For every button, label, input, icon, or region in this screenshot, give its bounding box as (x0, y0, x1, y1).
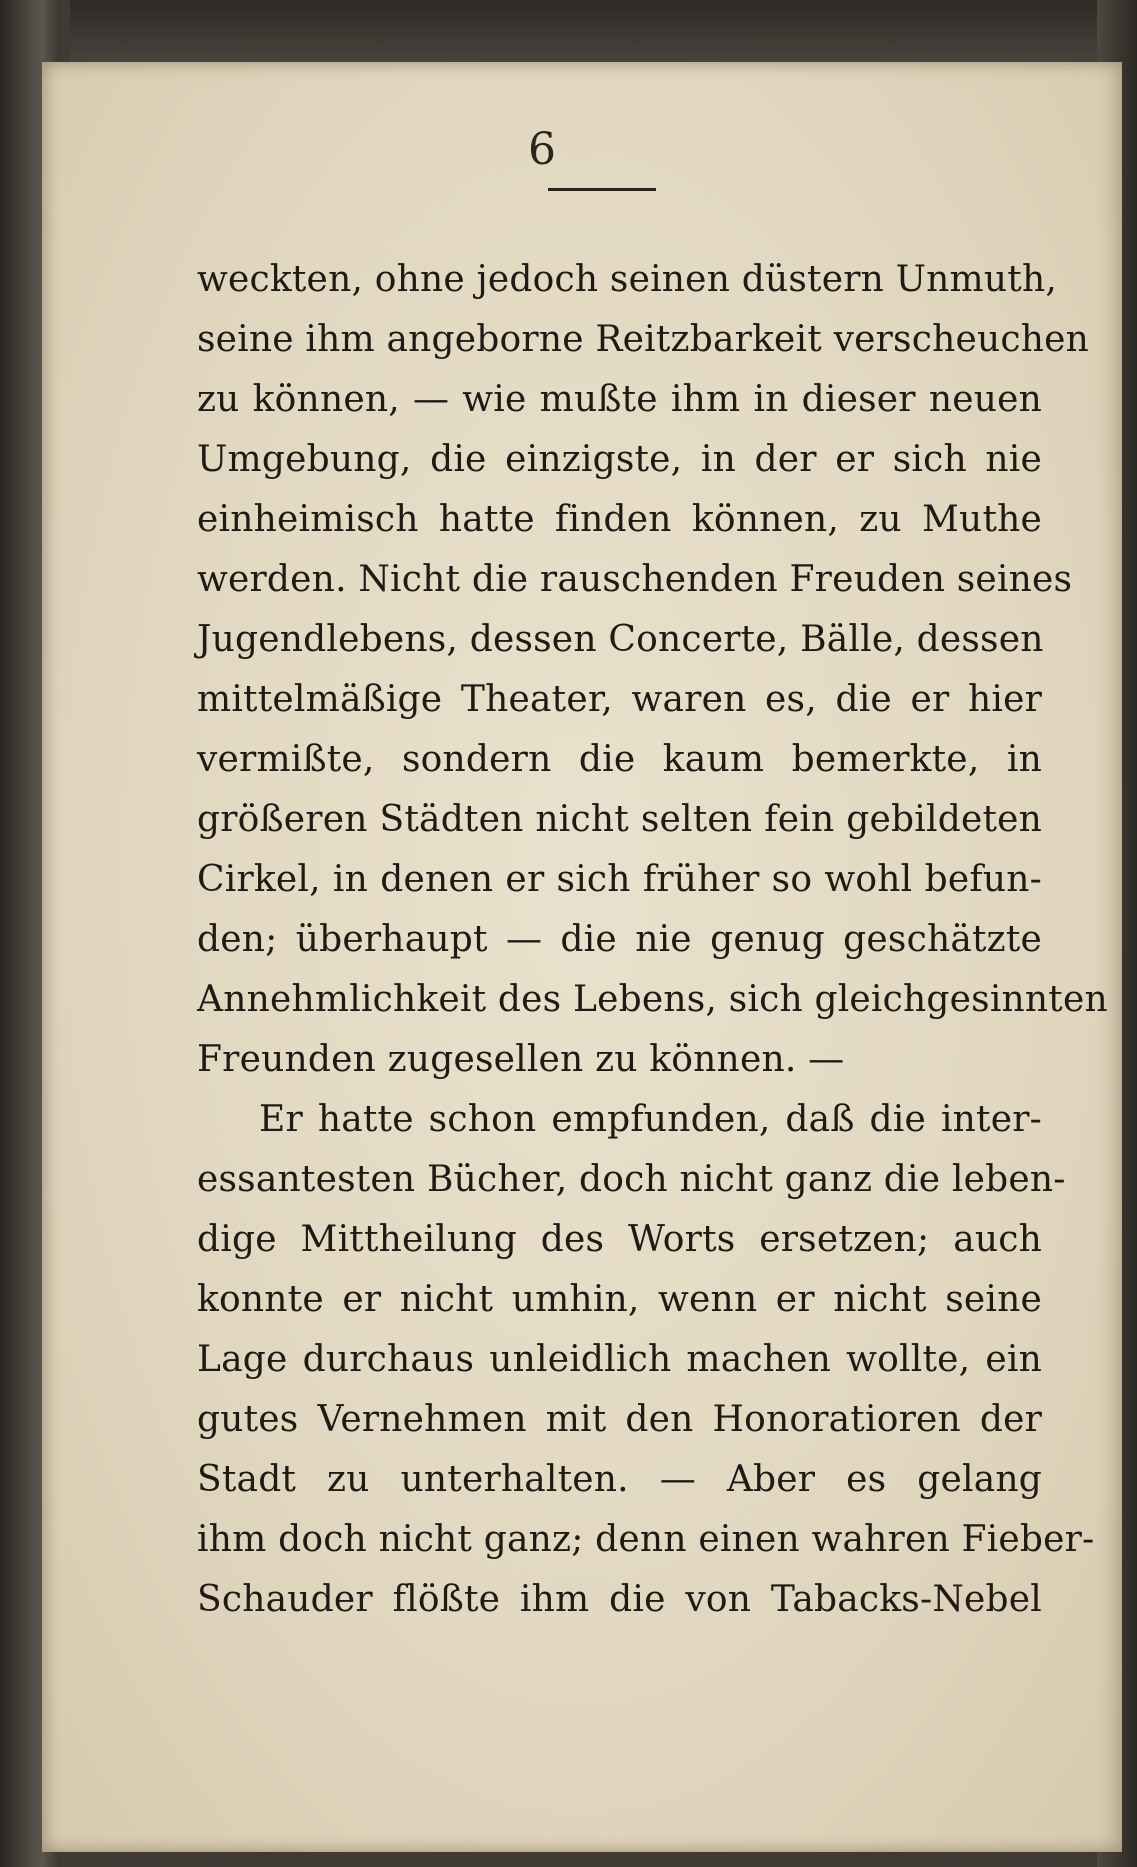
text-line: konnte er nicht umhin, wenn er nicht seine (197, 1279, 1042, 1320)
text-line: weckten, ohne jedoch seinen düstern Unmuth, (197, 259, 1057, 300)
page-number-rule (548, 188, 656, 191)
text-line: gutes Vernehmen mit den Honoratioren der (197, 1399, 1042, 1440)
text-line: essantesten Bücher, doch nicht ganz die leben- (197, 1159, 1066, 1200)
text-line: werden. Nicht die rauschenden Freuden seines (197, 559, 1073, 600)
book-binding-top (70, 0, 1137, 70)
text-line: Lage durchaus unleidlich machen wollte, ein (197, 1339, 1042, 1380)
text-line: Stadt zu unterhalten. — Aber es gelang (197, 1459, 1042, 1500)
text-line: mittelmäßige Theater, waren es, die er hier (197, 679, 1042, 720)
text-line: dige Mittheilung des Worts ersetzen; auch (197, 1219, 1042, 1260)
text-line: ihm doch nicht ganz; denn einen wahren Fieber- (197, 1519, 1095, 1560)
book-page (42, 62, 1122, 1852)
text-line: größeren Städten nicht selten fein gebildeten (197, 799, 1042, 840)
body-text (197, 250, 1108, 1630)
text-line-paragraph-end: Freunden zugesellen zu können. — (197, 1039, 845, 1080)
text-line: zu können, — wie mußte ihm in dieser neuen (197, 379, 1042, 420)
text-line: den; überhaupt — die nie genug geschätzte (197, 919, 1042, 960)
text-line: Cirkel, in denen er sich früher so wohl befun- (197, 859, 1042, 900)
text-line: Jugendlebens, dessen Concerte, Bälle, dessen (197, 619, 1044, 660)
text-line: Umgebung, die einzigste, in der er sich nie (197, 439, 1042, 480)
text-line: seine ihm angeborne Reitzbarkeit verscheuchen (197, 319, 1089, 360)
text-line: Schauder flößte ihm die von Tabacks-Nebel (197, 1579, 1042, 1620)
text-line: Annehmlichkeit des Lebens, sich gleichgesinnten (197, 979, 1108, 1020)
page-number: 6 (528, 124, 556, 175)
text-line: vermißte, sondern die kaum bemerkte, in (197, 739, 1042, 780)
text-line-paragraph-start: Er hatte schon empfunden, daß die inter- (259, 1099, 1042, 1140)
text-line: einheimisch hatte finden können, zu Muthe (197, 499, 1042, 540)
